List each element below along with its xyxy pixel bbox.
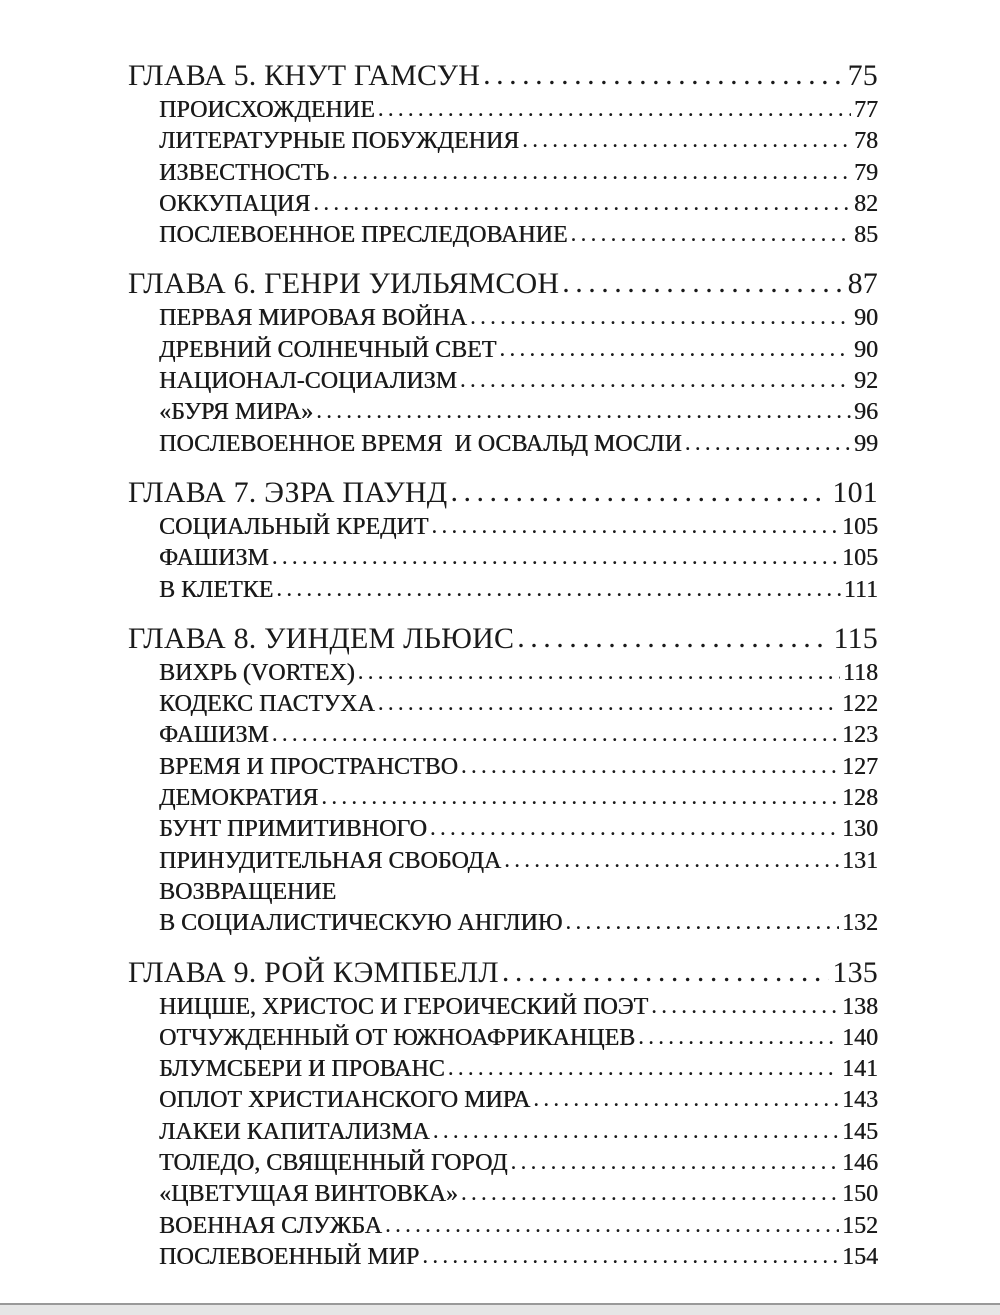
section-page-number: 128 <box>842 785 878 812</box>
table-of-contents <box>128 57 878 1287</box>
section-entry[interactable] <box>128 1085 878 1116</box>
dot-leader <box>422 1242 839 1272</box>
dot-leader <box>272 543 839 573</box>
section-page-number: 123 <box>842 722 878 749</box>
dot-leader <box>460 366 851 396</box>
section-page-number: 154 <box>842 1243 878 1270</box>
section-entry[interactable] <box>128 126 878 157</box>
dot-leader <box>461 752 839 782</box>
section-entry[interactable] <box>128 95 878 126</box>
section-page-number: 132 <box>842 910 878 937</box>
section-title: БЛУМСБЕРИ И ПРОВАНС <box>159 1056 445 1083</box>
section-entry[interactable] <box>128 575 878 606</box>
section-title: НАЦИОНАЛ-СОЦИАЛИЗМ <box>159 368 457 395</box>
section-entry[interactable] <box>128 846 878 877</box>
section-title: ТОЛЕДО, СВЯЩЕННЫЙ ГОРОД <box>159 1150 508 1177</box>
dot-leader <box>378 95 851 125</box>
chapter-page-number: 75 <box>847 59 878 92</box>
dot-leader <box>385 1211 839 1241</box>
section-page-number: 105 <box>842 513 878 540</box>
chapter-heading[interactable] <box>128 954 878 992</box>
dot-leader <box>316 397 851 427</box>
section-page-number: 118 <box>842 659 878 686</box>
dot-leader <box>638 1023 839 1053</box>
section-title: ЛАКЕИ КАПИТАЛИЗМА <box>159 1118 430 1145</box>
section-title: СОЦИАЛЬНЫЙ КРЕДИТ <box>159 513 429 540</box>
section-title: «ЦВЕТУЩАЯ ВИНТОВКА» <box>159 1181 458 1208</box>
chapter-heading[interactable] <box>128 265 878 303</box>
section-entry[interactable] <box>128 189 878 220</box>
chapter-heading[interactable] <box>128 620 878 658</box>
section-title: ВИХРЬ (VORTEX) <box>159 659 355 686</box>
chapter-block <box>128 265 878 459</box>
section-entry[interactable] <box>128 689 878 720</box>
chapter-block <box>128 57 878 251</box>
section-entry[interactable] <box>128 908 878 939</box>
section-page-number: 92 <box>854 368 878 395</box>
section-page-number: 105 <box>842 545 878 572</box>
dot-leader <box>565 908 839 938</box>
section-entry[interactable] <box>128 1242 878 1273</box>
chapter-block <box>128 954 878 1274</box>
section-page-number: 122 <box>842 691 878 718</box>
section-title: ПРИНУДИТЕЛЬНАЯ СВОБОДА <box>159 847 502 874</box>
section-page-number: 131 <box>842 847 878 874</box>
section-page-number: 90 <box>854 305 878 332</box>
dot-leader <box>470 303 851 333</box>
section-entry[interactable] <box>128 1054 878 1085</box>
dot-leader <box>450 474 829 511</box>
section-title: ПОСЛЕВОЕННЫЙ МИР <box>159 1243 420 1270</box>
chapter-page-number: 115 <box>833 621 878 655</box>
dot-leader <box>685 429 851 459</box>
chapter-heading[interactable] <box>128 474 878 512</box>
dot-leader <box>651 992 839 1022</box>
dot-leader <box>511 1148 839 1178</box>
chapter-title: ГЛАВА 9. РОЙ КЭМПБЕЛЛ <box>128 955 499 989</box>
section-entry[interactable] <box>128 158 878 189</box>
chapter-page-number: 101 <box>832 475 878 509</box>
dot-leader <box>483 57 845 94</box>
chapter-title: ГЛАВА 8. УИНДЕМ ЛЬЮИС <box>128 621 515 655</box>
section-entry[interactable] <box>128 335 878 366</box>
section-title: В СОЦИАЛИСТИЧЕСКУЮ АНГЛИЮ <box>159 910 563 937</box>
section-title: В КЛЕТКЕ <box>159 576 274 603</box>
section-page-number: 90 <box>854 336 878 363</box>
section-entry[interactable] <box>128 992 878 1023</box>
section-entry[interactable] <box>128 366 878 397</box>
dot-leader <box>522 126 851 156</box>
dot-leader <box>378 689 839 719</box>
section-page-number: 82 <box>854 190 878 217</box>
section-page-number: 99 <box>854 430 878 457</box>
dot-leader <box>272 720 839 750</box>
section-title: ОККУПАЦИЯ <box>159 190 311 217</box>
section-title: ЛИТЕРАТУРНЫЕ ПОБУЖДЕНИЯ <box>159 128 520 155</box>
section-title: ДРЕВНИЙ СОЛНЕЧНЫЙ СВЕТ <box>159 336 497 363</box>
section-entry[interactable] <box>128 658 878 689</box>
section-entry[interactable] <box>128 303 878 334</box>
dot-leader <box>448 1054 839 1084</box>
section-entry[interactable] <box>128 1023 878 1054</box>
section-entry[interactable] <box>128 814 878 845</box>
section-entry[interactable] <box>128 429 878 460</box>
chapter-title: ГЛАВА 6. ГЕНРИ УИЛЬЯМСОН <box>128 267 560 301</box>
dot-leader <box>321 783 839 813</box>
section-title: ОПЛОТ ХРИСТИАНСКОГО МИРА <box>159 1087 531 1114</box>
dot-leader <box>571 220 851 250</box>
section-entry[interactable] <box>128 543 878 574</box>
dot-leader <box>461 1179 839 1209</box>
section-entry[interactable] <box>128 397 878 428</box>
page-bottom-edge <box>0 1303 1000 1315</box>
section-page-number: 152 <box>842 1212 878 1239</box>
dot-leader <box>504 846 839 876</box>
section-entry[interactable] <box>128 1179 878 1210</box>
section-entry[interactable] <box>128 1148 878 1179</box>
section-title: ФАШИЗМ <box>159 545 269 572</box>
section-entry[interactable] <box>128 1211 878 1242</box>
section-title: НИЦШЕ, ХРИСТОС И ГЕРОИЧЕСКИЙ ПОЭТ <box>159 993 649 1020</box>
dot-leader <box>358 658 840 688</box>
section-title: ВОЕННАЯ СЛУЖБА <box>159 1212 382 1239</box>
section-title: КОДЕКС ПАСТУХА <box>159 691 375 718</box>
section-entry[interactable] <box>128 752 878 783</box>
section-entry[interactable] <box>128 220 878 251</box>
section-title: «БУРЯ МИРА» <box>159 399 314 426</box>
section-title: ИЗВЕСТНОСТЬ <box>159 159 330 186</box>
section-title: ПОСЛЕВОЕННОЕ ПРЕСЛЕДОВАНИЕ <box>159 222 568 249</box>
dot-leader <box>332 158 851 188</box>
section-title: ПОСЛЕВОЕННОЕ ВРЕМЯ И ОСВАЛЬД МОСЛИ <box>159 430 682 457</box>
section-page-number: 146 <box>842 1150 878 1177</box>
section-page-number: 140 <box>842 1024 878 1051</box>
section-title: ОТЧУЖДЕННЫЙ ОТ ЮЖНОАФРИКАНЦЕВ <box>159 1024 636 1051</box>
section-title: ПЕРВАЯ МИРОВАЯ ВОЙНА <box>159 305 467 332</box>
dot-leader <box>430 814 839 844</box>
section-page-number: 130 <box>842 816 878 843</box>
section-title: БУНТ ПРИМИТИВНОГО <box>159 816 427 843</box>
dot-leader <box>562 265 844 302</box>
chapter-title: ГЛАВА 7. ЭЗРА ПАУНД <box>128 475 448 509</box>
section-page-number: 111 <box>843 576 878 603</box>
section-title: ВРЕМЯ И ПРОСТРАНСТВО <box>159 753 458 780</box>
chapter-page-number: 135 <box>832 955 878 989</box>
dot-leader <box>499 335 851 365</box>
section-page-number: 78 <box>854 128 878 155</box>
section-title-line1[interactable]: ВОЗВРАЩЕНИЕ <box>159 878 337 905</box>
section-title: ПРОИСХОЖДЕНИЕ <box>159 97 375 123</box>
chapter-block <box>128 620 878 940</box>
section-title: ФАШИЗМ <box>159 722 269 749</box>
section-entry[interactable] <box>128 512 878 543</box>
dot-leader <box>313 189 851 219</box>
section-page-number: 138 <box>842 993 878 1020</box>
section-page-number: 96 <box>854 399 878 426</box>
dot-leader <box>433 1117 839 1147</box>
chapter-page-number: 87 <box>847 267 878 301</box>
section-entry[interactable] <box>128 783 878 814</box>
dot-leader <box>276 575 841 605</box>
section-entry[interactable] <box>128 720 878 751</box>
section-page-number: 127 <box>842 753 878 780</box>
section-page-number: 143 <box>842 1087 878 1114</box>
dot-leader <box>502 954 830 991</box>
dot-leader <box>533 1085 839 1115</box>
section-page-number: 85 <box>854 222 878 249</box>
section-page-number: 141 <box>842 1056 878 1083</box>
section-page-number: 145 <box>842 1118 878 1145</box>
dot-leader <box>431 512 839 542</box>
section-entry[interactable] <box>128 1117 878 1148</box>
chapter-block <box>128 474 878 606</box>
section-page-number: 79 <box>854 159 878 186</box>
section-title: ДЕМОКРАТИЯ <box>159 785 319 812</box>
section-page-number: 150 <box>842 1181 878 1208</box>
chapter-title: ГЛАВА 5. КНУТ ГАМСУН <box>128 59 481 92</box>
section-page-number: 77 <box>854 97 878 123</box>
dot-leader <box>517 620 830 657</box>
chapter-heading[interactable] <box>128 57 878 95</box>
